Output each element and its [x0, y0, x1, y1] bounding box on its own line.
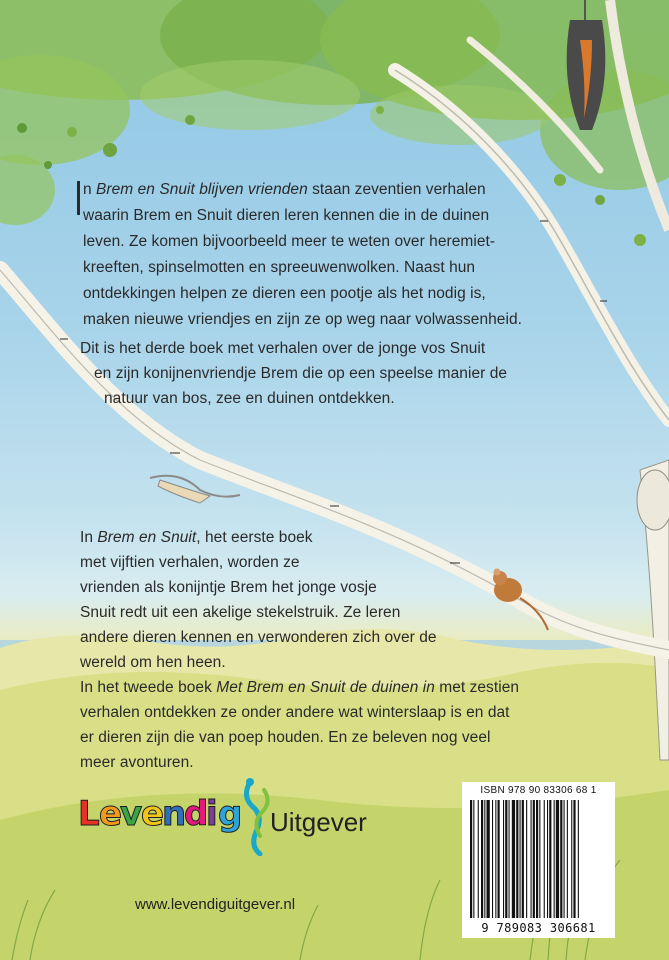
p2-line-2: en zijn konijnenvriendje Brem die op een speelse manier de: [94, 365, 508, 382]
barcode-bar: [512, 800, 515, 918]
barcode-bar: [481, 800, 483, 918]
barcode-bar: [487, 800, 490, 918]
isbn-number: 9 789083 306681: [481, 921, 596, 935]
barcode-bar: [560, 800, 562, 918]
p2-line-3: natuur van bos, zee en duinen ontdekken.: [104, 390, 395, 407]
barcode-bar: [473, 800, 474, 918]
p3-line-5: andere dieren kennen en verwonderen zich over de: [80, 629, 437, 646]
barcode-bar: [531, 800, 532, 918]
barcode-bar: [516, 800, 518, 918]
p4-line-3: er dieren zijn die van poep houden. En ze beleven nog veel: [80, 729, 491, 746]
barcode-bar: [470, 800, 472, 918]
trunk-knot: [637, 470, 669, 530]
logo-letter: g: [218, 794, 243, 834]
barcode-bar: [547, 800, 548, 918]
barcode-bar: [533, 800, 535, 918]
barcode-bar: [509, 800, 510, 918]
barcode-bar: [492, 800, 493, 918]
barcode-bar: [503, 800, 504, 918]
barcode-bar: [536, 800, 538, 918]
publisher-logo: [78, 776, 378, 856]
barcode-bars: [468, 800, 609, 920]
barcode-bar: [520, 800, 521, 918]
p3-line-6: wereld om hen heen.: [80, 654, 226, 671]
barcode-bar: [495, 800, 496, 918]
p4-line-2: verhalen ontdekken ze onder andere wat winterslaap is en dat: [80, 704, 510, 721]
p1-line-3: leven. Ze komen bijvoorbeeld meer te weten over heremiet-: [83, 233, 496, 250]
p1-line-4: kreeften, spinselmotten en spreeuwenwolken. Naast hun: [83, 259, 476, 276]
drop-cap: [77, 181, 80, 215]
p4-line-4: meer avonturen.: [80, 754, 194, 771]
barcode-bar: [526, 800, 527, 918]
barcode-bar: [573, 800, 575, 918]
barcode-bar: [571, 800, 572, 918]
p1-line-6: maken nieuwe vriendjes en zijn ze op weg naar volwassenheid.: [83, 311, 522, 328]
logo-word-uitgever: Uitgever: [270, 807, 367, 837]
publisher-url[interactable]: www.levendiguitgever.nl: [135, 896, 296, 913]
logo-letter: d: [184, 794, 209, 834]
barcode-bar: [554, 800, 555, 918]
barcode-bar: [505, 800, 507, 918]
barcode-bar: [556, 800, 559, 918]
p3-line-1: In Brem en Snuit, het eerste boek: [80, 529, 313, 546]
barcode-bar: [478, 800, 479, 918]
p1-line-5: ontdekkingen helpen ze dieren een pootje als het nodig is,: [83, 285, 486, 302]
p1-line-1: n Brem en Snuit blijven vrienden staan zeventien verhalen: [83, 181, 486, 198]
isbn-barcode: [462, 782, 615, 938]
isbn-label: ISBN 978 90 83306 68 1: [480, 785, 597, 796]
barcode-bar: [498, 800, 500, 918]
barcode-bar: [544, 800, 545, 918]
p3-line-3: vrienden als konijntje Brem het jonge vosje: [80, 579, 377, 596]
logo-letter: e: [141, 794, 165, 834]
logo-letter: i: [206, 794, 218, 834]
logo-letter: v: [120, 794, 143, 834]
logo-letter: L: [78, 794, 100, 834]
p3-line-4: Snuit redt uit een akelige stekelstruik. Ze leren: [80, 604, 401, 621]
barcode-bar: [567, 800, 568, 918]
barcode-bar: [578, 800, 579, 918]
barcode-bar: [522, 800, 524, 918]
barcode-bar: [549, 800, 551, 918]
barcode-bar: [539, 800, 540, 918]
p3-line-2: met vijftien verhalen, worden ze: [80, 554, 300, 571]
logo-letter: e: [99, 794, 123, 834]
p2-line-1: Dit is het derde boek met verhalen over de jonge vos Snuit: [80, 340, 486, 357]
logo-letter: n: [162, 794, 187, 834]
p1-line-2: waarin Brem en Snuit dieren leren kennen die in de duinen: [83, 207, 490, 224]
barcode-bar: [484, 800, 485, 918]
barcode-bar: [564, 800, 565, 918]
p4-line-1: In het tweede boek Met Brem en Snuit de duinen in met zestien: [80, 679, 520, 696]
